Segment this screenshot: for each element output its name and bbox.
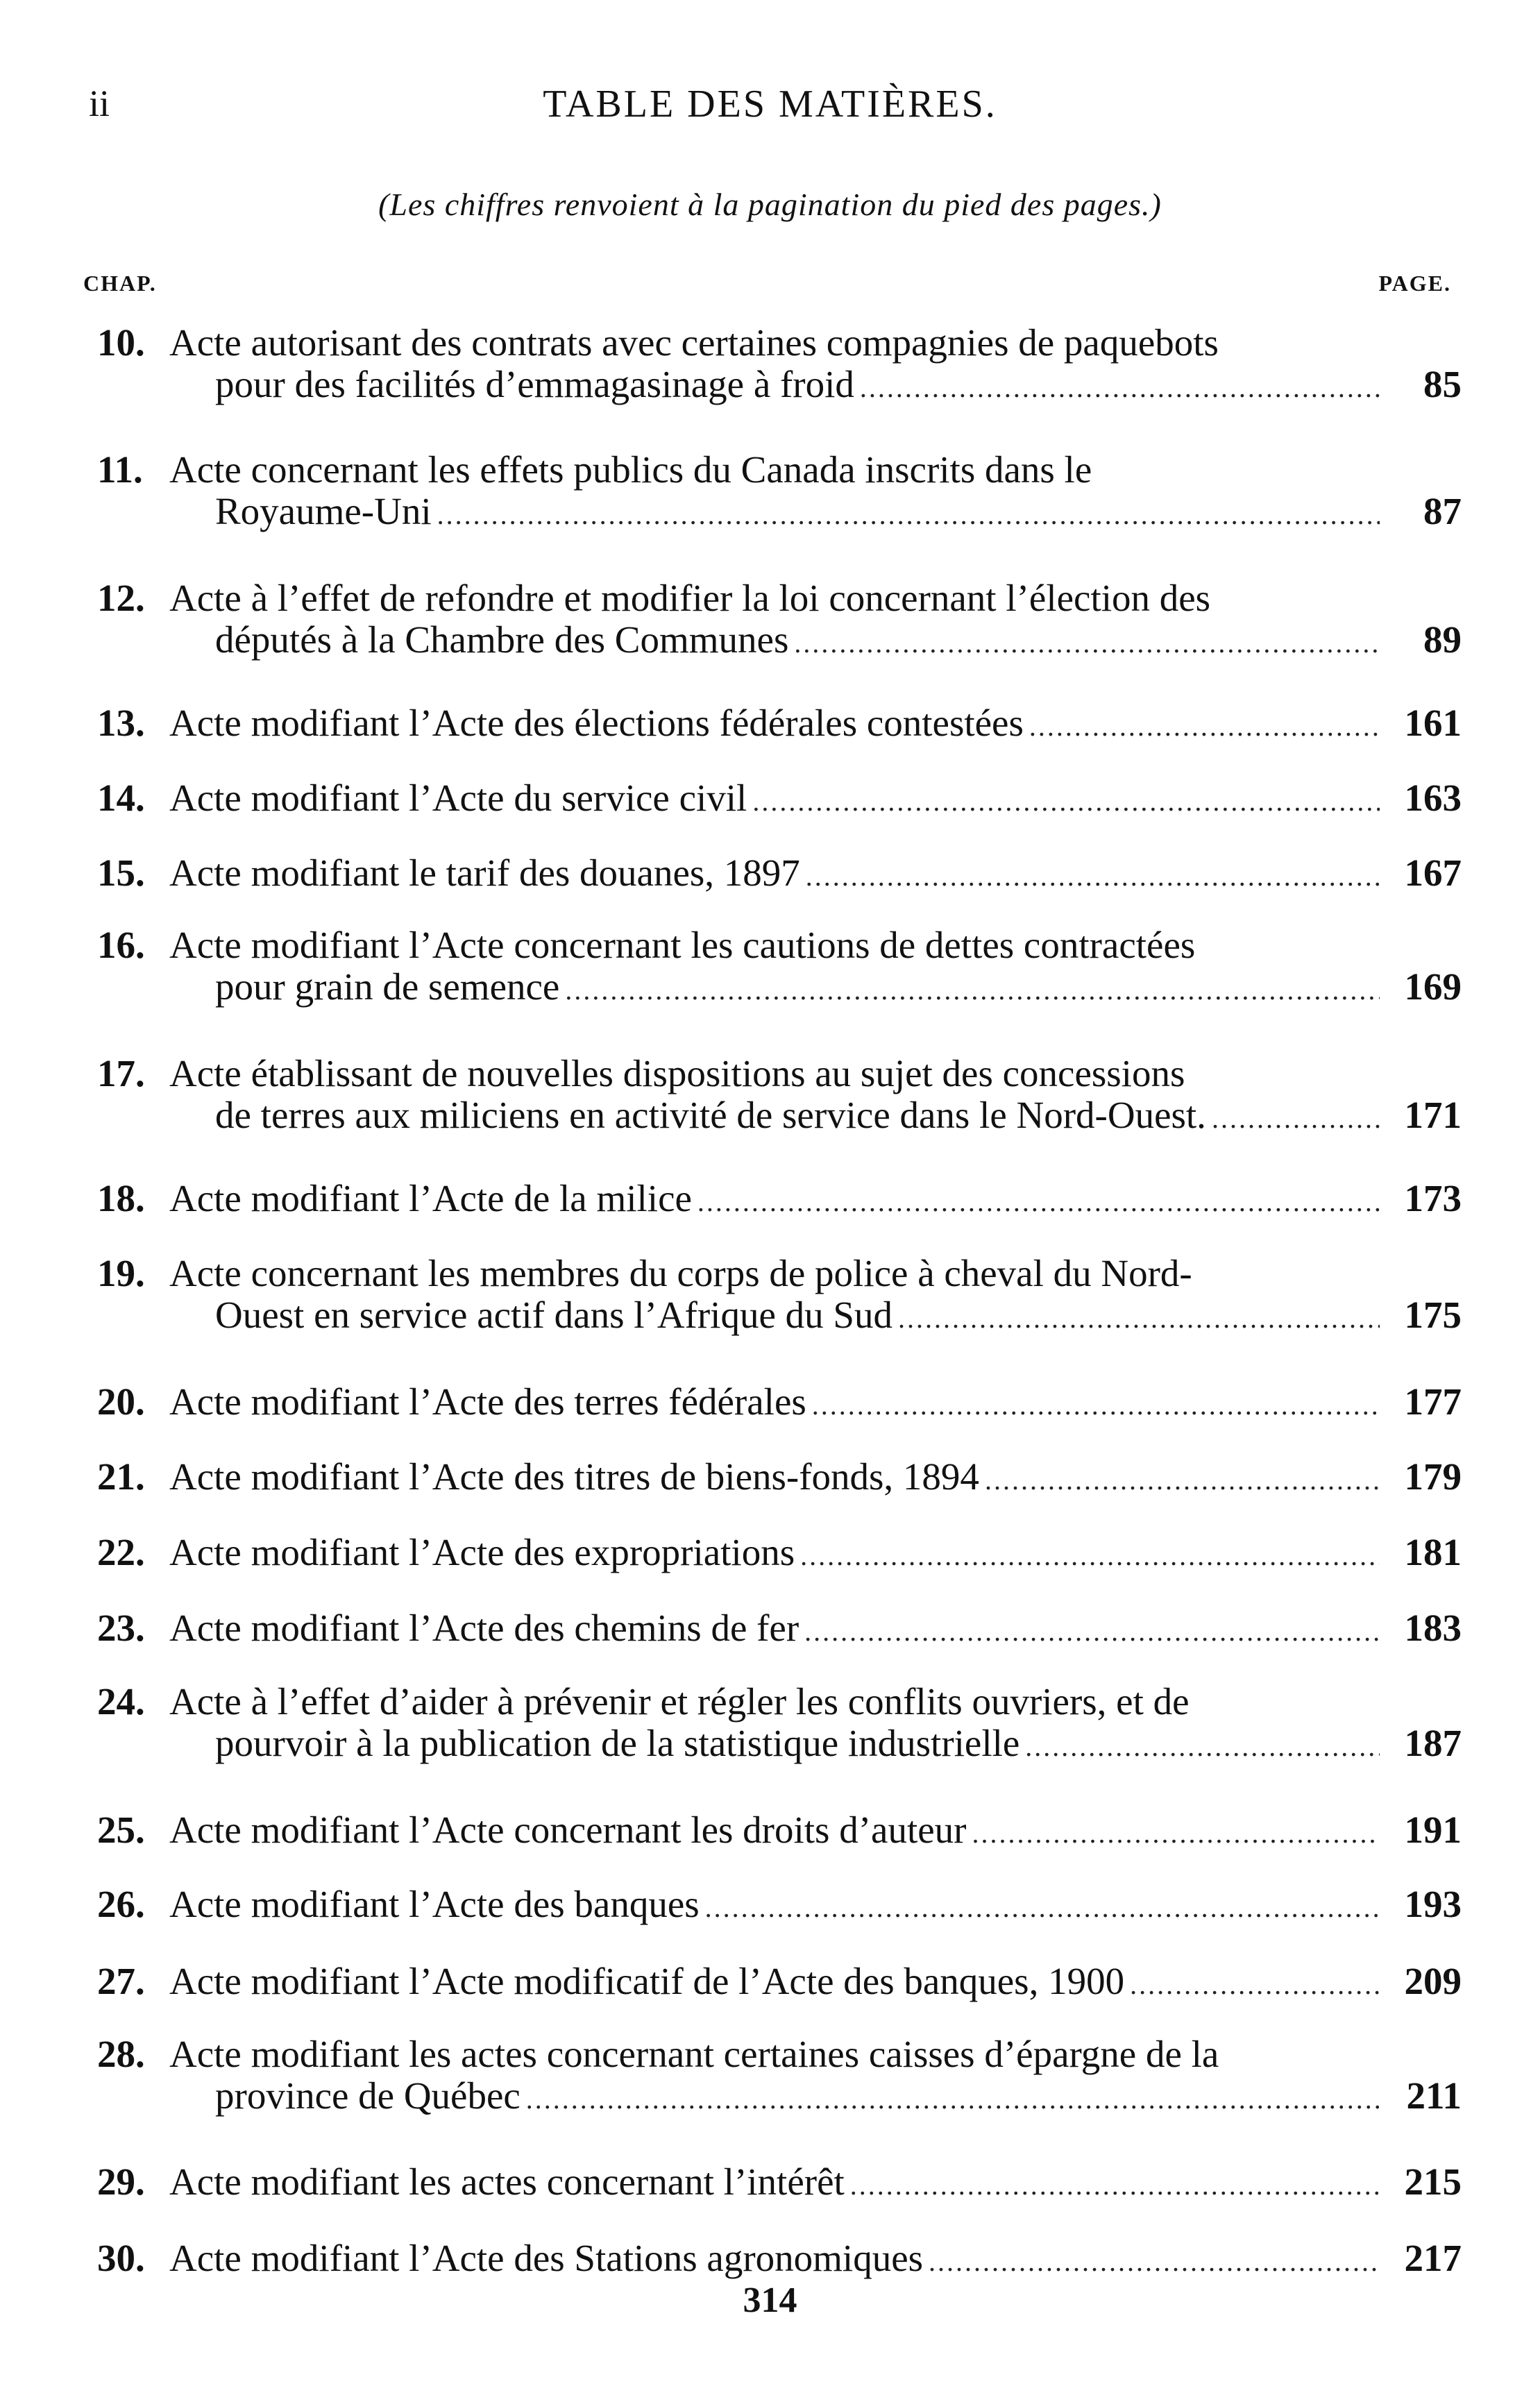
- entry-page-number: 171: [1404, 1094, 1462, 1136]
- entry-title-line-2: Acte modifiant l’Acte des élections fédérales contestées: [169, 702, 1024, 744]
- dot-leader: [860, 366, 1380, 410]
- entry-page-number: 177: [1404, 1380, 1462, 1423]
- toc-entry: [97, 576, 1462, 662]
- entry-title-line-2: Acte modifiant l’Acte des titres de biens-fonds, 1894: [169, 1455, 979, 1498]
- toc-entry: [97, 1680, 1462, 1766]
- chapter-number: 29.: [97, 2160, 145, 2203]
- entry-title-line-1: Acte modifiant l’Acte concernant les cautions de dettes contractées: [169, 924, 1196, 966]
- entry-page-number: 163: [1404, 777, 1462, 819]
- entry-page-number: 89: [1423, 618, 1462, 661]
- entry-page-number: 161: [1404, 702, 1462, 744]
- chapter-number: 30.: [97, 2237, 145, 2279]
- page-subtitle: (Les chiffres renvoient à la pagination du pied des pages.): [378, 187, 1162, 222]
- entry-page-number: 181: [1404, 1531, 1462, 1573]
- entry-title-line-2: Acte modifiant l’Acte des terres fédérales: [169, 1380, 806, 1423]
- chapter-number: 28.: [97, 2033, 145, 2075]
- entry-title-line-2: Acte modifiant l’Acte modificatif de l’Acte des banques, 1900: [169, 1960, 1125, 2002]
- entry-page-number: 211: [1406, 2074, 1462, 2117]
- toc-entry: [97, 1051, 1462, 1137]
- entry-page-number: 193: [1404, 1883, 1462, 1925]
- entry-page-number: 169: [1404, 965, 1462, 1008]
- chapter-number: 15.: [97, 852, 145, 894]
- dot-leader: [1025, 1725, 1380, 1769]
- entry-title-line-1: Acte concernant les membres du corps de police à cheval du Nord-: [169, 1252, 1192, 1294]
- entry-page-number: 215: [1404, 2160, 1462, 2203]
- chapter-number: 21.: [97, 1455, 145, 1498]
- dot-leader: [565, 968, 1380, 1013]
- entry-title-line-2: de terres aux miliciens en activité de service dans le Nord-Ouest.: [215, 1094, 1206, 1136]
- entry-page-number: 175: [1404, 1294, 1462, 1336]
- chapter-number: 12.: [97, 577, 145, 619]
- chapter-number: 16.: [97, 924, 145, 966]
- entry-title-line-2: province de Québec: [215, 2074, 521, 2117]
- entry-page-number: 87: [1423, 490, 1462, 532]
- toc-entry: [97, 2192, 1462, 2281]
- entry-title-line-1: Acte concernant les effets publics du Canada inscrits dans le: [169, 448, 1092, 491]
- entry-title-line-2: pour des facilités d’emmagasinage à froid: [215, 363, 854, 405]
- column-header-page: PAGE.: [1378, 271, 1451, 296]
- dot-leader: [804, 1609, 1380, 1654]
- column-header-chap: CHAP.: [83, 271, 157, 296]
- toc-entry: [97, 448, 1462, 534]
- chapter-number: 18.: [97, 1177, 145, 1219]
- chapter-number: 24.: [97, 1680, 145, 1723]
- chapter-number: 23.: [97, 1607, 145, 1649]
- dot-leader: [806, 854, 1380, 899]
- entry-page-number: 167: [1404, 852, 1462, 894]
- entry-title-line-2: Acte modifiant l’Acte des banques: [169, 1883, 700, 1925]
- entry-title-line-2: Ouest en service actif dans l’Afrique du Sud: [215, 1294, 892, 1336]
- toc-entry: [97, 2032, 1462, 2118]
- entry-page-number: 85: [1423, 363, 1462, 405]
- dot-leader: [929, 2240, 1380, 2284]
- chapter-number: 20.: [97, 1380, 145, 1423]
- entry-title-line-2: Acte modifiant l’Acte des Stations agronomiques: [169, 2237, 924, 2279]
- chapter-number: 19.: [97, 1252, 145, 1294]
- toc-entry: [97, 923, 1462, 1009]
- toc-entry: [97, 1562, 1462, 1650]
- entry-page-number: 217: [1404, 2237, 1462, 2279]
- toc-entry: [97, 1251, 1462, 1337]
- entry-title-line-2: Acte modifiant l’Acte des expropriations: [169, 1531, 795, 1573]
- dot-leader: [437, 493, 1380, 537]
- entry-title-line-2: Acte modifiant l’Acte du service civil: [169, 777, 747, 819]
- entry-title-line-2: Acte modifiant les actes concernant l’intérêt: [169, 2160, 845, 2203]
- chapter-number: 10.: [97, 321, 145, 364]
- chapter-number: 14.: [97, 777, 145, 819]
- entry-title-line-1: Acte à l’effet d’aider à prévenir et régler les conflits ouvriers, et de: [169, 1680, 1190, 1723]
- entry-title-line-2: Acte modifiant l’Acte concernant les droits d’auteur: [169, 1809, 967, 1851]
- toc-entry: [97, 1838, 1462, 1927]
- chapter-number: 26.: [97, 1883, 145, 1925]
- chapter-number: 22.: [97, 1531, 145, 1573]
- toc-entry: [97, 1915, 1462, 2004]
- entry-page-number: 191: [1404, 1809, 1462, 1851]
- chapter-number: 17.: [97, 1052, 145, 1094]
- toc-entry: [97, 2115, 1462, 2204]
- toc-entry: [97, 1132, 1462, 1221]
- entry-title-line-1: Acte autorisant des contrats avec certaines compagnies de paquebots: [169, 321, 1219, 364]
- entry-title-line-2: pour grain de semence: [215, 965, 560, 1008]
- entry-title-line-2: Acte modifiant le tarif des douanes, 1897: [169, 852, 800, 894]
- entry-title-line-1: Acte à l’effet de refondre et modifier la loi concernant l’élection des: [169, 577, 1211, 619]
- dot-leader: [1130, 1963, 1380, 2007]
- entry-title-line-1: Acte modifiant les actes concernant certaines caisses d’épargne de la: [169, 2033, 1219, 2075]
- chapter-number: 25.: [97, 1809, 145, 1851]
- toc-entry: [97, 806, 1462, 895]
- chapter-number: 11.: [97, 448, 143, 491]
- entry-title-line-1: Acte établissant de nouvelles dispositions au sujet des concessions: [169, 1052, 1185, 1094]
- dot-leader: [898, 1296, 1380, 1341]
- entry-title-line-2: Royaume-Uni: [215, 490, 432, 532]
- page-title: TABLE DES MATIÈRES.: [543, 83, 997, 126]
- entry-page-number: 209: [1404, 1960, 1462, 2002]
- page-folio: ii: [89, 83, 110, 124]
- entry-page-number: 187: [1404, 1722, 1462, 1764]
- entry-page-number: 179: [1404, 1455, 1462, 1498]
- chapter-number: 27.: [97, 1960, 145, 2002]
- entry-page-number: 183: [1404, 1607, 1462, 1649]
- toc-entry: [97, 321, 1462, 407]
- footer-page-number: 314: [743, 2281, 797, 2320]
- entry-title-line-2: pourvoir à la publication de la statistique industrielle: [215, 1722, 1020, 1764]
- chapter-number: 13.: [97, 702, 145, 744]
- entry-page-number: 173: [1404, 1177, 1462, 1219]
- entry-title-line-2: Acte modifiant l’Acte de la milice: [169, 1177, 692, 1219]
- entry-title-line-2: députés à la Chambre des Communes: [215, 618, 789, 661]
- dot-leader: [697, 1180, 1380, 1224]
- entry-title-line-2: Acte modifiant l’Acte des chemins de fer: [169, 1607, 799, 1649]
